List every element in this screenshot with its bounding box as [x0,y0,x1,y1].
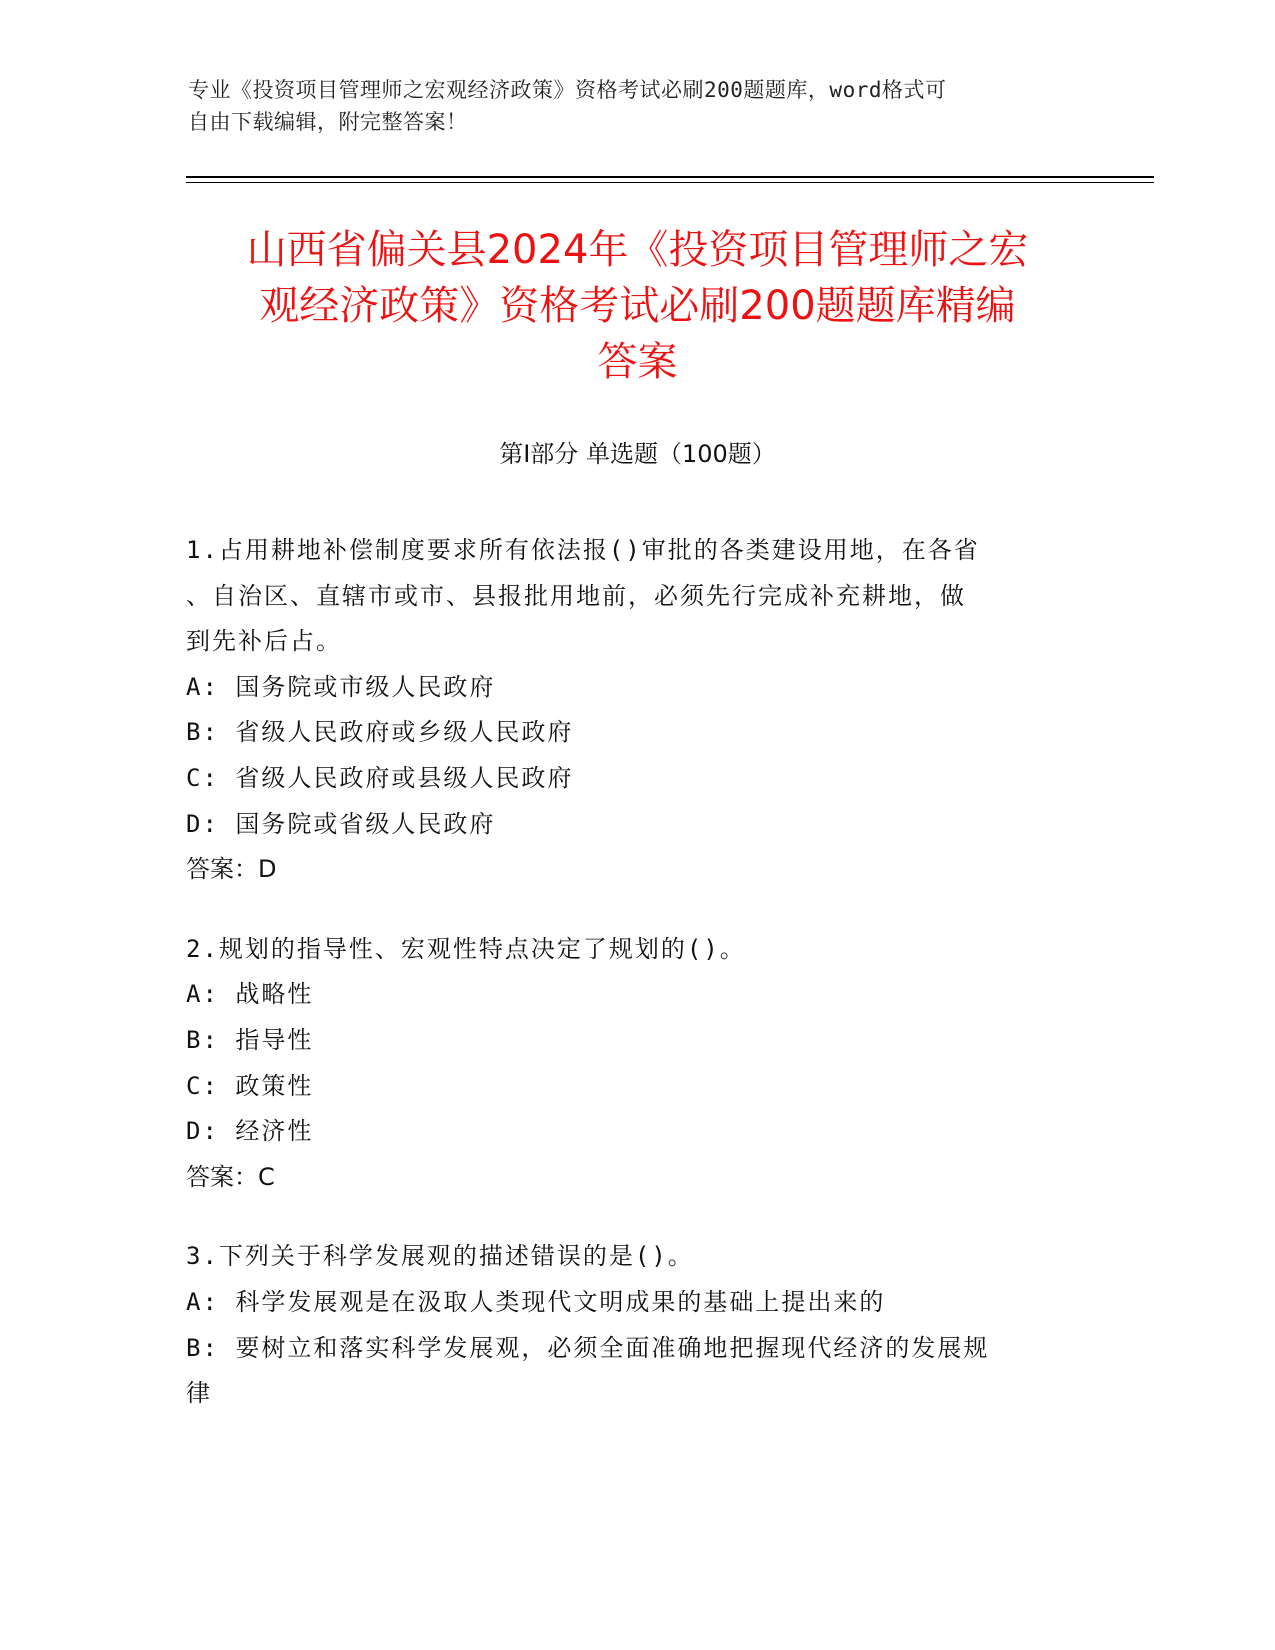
question-list [186,528,1086,1451]
option-a: A: 国务院或市级人民政府 [186,672,496,701]
option-d: D: 国务院或省级人民政府 [186,809,496,838]
title-line-2: 观经济政策》资格考试必刷200题题库精编 [259,283,1016,329]
answer-text: 答案：C [186,1162,275,1191]
document-title [150,222,1125,390]
question-text-line: 到先补后占。 [186,627,342,656]
question-text-line: 、自治区、直辖市或市、县报批用地前，必须先行完成补充耕地，做 [186,581,966,610]
question-text-line: 3.下列关于科学发展观的描述错误的是()。 [186,1242,694,1271]
title-line-1: 山西省偏关县2024年《投资项目管理师之宏 [246,227,1029,273]
section-title: 第Ⅰ部分 单选题（100题） [499,440,776,468]
question-text-line: 2.规划的指导性、宏观性特点决定了规划的()。 [186,934,746,963]
option-a: A: 科学发展观是在汲取人类现代文明成果的基础上提出来的 [186,1287,886,1316]
answer-text: 答案：D [186,855,277,884]
question-item [186,927,1086,1201]
option-c: C: 政策性 [186,1071,314,1100]
option-b: B: 指导性 [186,1025,314,1054]
question-item [186,528,1086,893]
option-b: B: 要树立和落实科学发展观，必须全面准确地把握现代经济的发展规 [186,1333,990,1362]
option-b-continued: 律 [186,1379,212,1408]
header-note [188,74,1088,138]
question-item [186,1234,1086,1416]
option-b: B: 省级人民政府或乡级人民政府 [186,718,574,747]
title-line-3: 答案 [597,339,678,385]
option-a: A: 战略性 [186,980,314,1009]
header-note-line-1: 专业《投资项目管理师之宏观经济政策》资格考试必刷200题题库，word格式可 [188,78,947,102]
header-note-line-2: 自由下载编辑，附完整答案！ [188,110,468,134]
header-divider-thick [186,176,1154,178]
header-divider-thin [186,182,1154,183]
option-c: C: 省级人民政府或县级人民政府 [186,763,574,792]
option-d: D: 经济性 [186,1117,314,1146]
question-text-line: 1.占用耕地补偿制度要求所有依法报()审批的各类建设用地，在各省 [186,536,980,564]
